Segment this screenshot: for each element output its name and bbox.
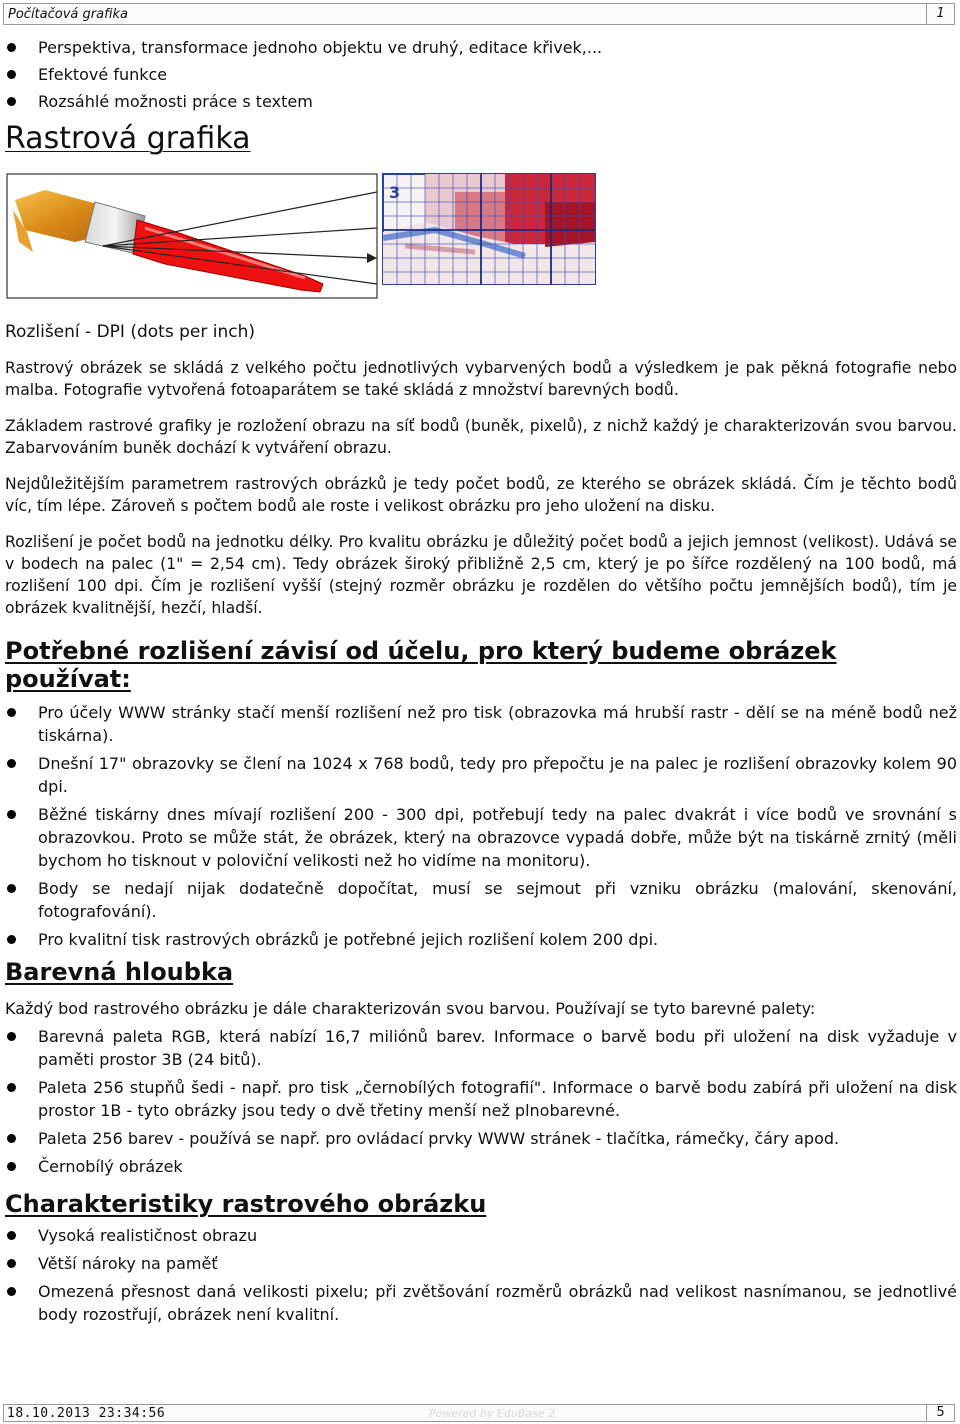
footer-page-number: 5 (926, 1404, 954, 1422)
paragraph: Každý bod rastrového obrázku je dále charakterizován svou barvou. Používají se tyto barevné palety: (5, 999, 816, 1018)
list-item: Body se nedají nijak dodatečně dopočítat, musí se sejmout při vzniku obrázku (malování, skenování, fotografování). (5, 877, 957, 923)
footer-powered-by: Powered by EduBase 2 (429, 1407, 556, 1420)
list-item: Pro účely WWW stránky stačí menší rozlišení než pro tisk (obrazovka má hrubší rastr - dělí se na méně bodů než tiskárna). (5, 701, 957, 747)
list-item: Běžné tiskárny dnes mívají rozlišení 200 - 300 dpi, potřebují tedy na palec dvakrát i více bodů ve srovnání s obrazovkou. Proto se může stát, že obrázek, který na obrazovce vypadá dobře, může být na tiskárně zrnitý (měli bychom ho tisknout v poloviční velikosti než ho vidíme na monitoru). (5, 803, 957, 872)
resolution-caption: Rozlišení - DPI (dots per inch) (5, 322, 255, 342)
page-footer (3, 1404, 955, 1422)
characteristics-list (5, 1224, 957, 1326)
paragraph: Rozlišení je počet bodů na jednotku délky. Pro kvalitu obrázku je důležitý počet bodů a jejich jemnost (velikost). Udává se v bodech na palec (1" = 2,54 cm). Tedy obrázek široký přibližně 2,5 cm, který je po šířce rozdělený na 100 bodů, má rozlišení 100 dpi. Čím je rozlišení vyšší (stejný rozměr obrázku je rozdělen do většího počtu jemnějších bodů), tím je obrázek kvalitnější, hezčí, hladší. (5, 533, 957, 617)
section-heading-charakteristiky: Charakteristiky rastrového obrázku (5, 1190, 487, 1218)
paragraph: Rastrový obrázek se skládá z velkého počtu jednotlivých vybarvených bodů a výsledkem je pak pěkná fotografie nebo malba. Fotografie vytvořená fotoaparátem se také skládá z množství barevných bodů. (5, 359, 957, 399)
list-item: Paleta 256 stupňů šedi - např. pro tisk „černobílých fotografií". Informace o barvě bodu zabírá při uložení na disk prostor 1B - tyto obrázky jsou tedy o dvě třetiny menší než plnobarevné. (5, 1076, 957, 1122)
grid-number-label: 3 (389, 183, 401, 202)
pixel-grid (383, 174, 595, 284)
list-item: Vysoká realističnost obrazu (5, 1224, 957, 1247)
header-page-number: 1 (926, 3, 954, 25)
section-heading-barevna-hloubka: Barevná hloubka (5, 958, 234, 986)
list-item: Dnešní 17" obrazovky se člení na 1024 x 768 bodů, tedy pro přepočtu je na palec je rozlišení obrazovky kolem 90 dpi. (5, 752, 957, 798)
color-palette-list (5, 1025, 957, 1178)
document-title: Počítačová grafika (8, 7, 128, 22)
section-heading-rastrova-grafika: Rastrová grafika (5, 121, 251, 156)
paintbrush-pixel-illustration (5, 172, 605, 302)
list-item: Rozsáhlé možnosti práce s textem (5, 90, 957, 113)
list-item: Barevná paleta RGB, která nabízí 16,7 miliónů barev. Informace o barvě bodu při uložení na disk vyžaduje v paměti prostor 3B (24 bitů). (5, 1025, 957, 1071)
footer-timestamp: 18.10.2013 23:34:56 (7, 1406, 166, 1421)
list-item: Paleta 256 barev - používá se např. pro ovládací prvky WWW stránek - tlačítka, rámečky, čáry apod. (5, 1127, 957, 1150)
illustration-svg (5, 172, 605, 302)
paragraph: Základem rastrové grafiky je rozložení obrazu na síť bodů (buněk, pixelů), z nichž každý je charakterizován svou barvou. Zabarvováním buněk dochází k vytváření obrazu. (5, 417, 957, 457)
document-content (5, 36, 957, 1331)
list-item: Černobílý obrázek (5, 1155, 957, 1178)
list-item: Omezená přesnost daná velikosti pixelu; při zvětšování rozměrů obrázků nad velikost nasnímanou, se jednotlivé body rozostřují, obrázek není kvalitní. (5, 1280, 957, 1326)
list-item: Větší nároky na paměť (5, 1252, 957, 1275)
page-header (3, 3, 955, 25)
paragraph: Nejdůležitějším parametrem rastrových obrázků je tedy počet bodů, ze kterého se obrázek skládá. Čím je těchto bodů víc, tím lépe. Zároveň s počtem bodů ale roste i velikost obrázku pro jeho uložení na disku. (5, 475, 957, 515)
intro-list (5, 36, 957, 113)
list-item: Pro kvalitní tisk rastrových obrázků je potřebné jejich rozlišení kolem 200 dpi. (5, 928, 957, 951)
list-item: Efektové funkce (5, 63, 957, 86)
resolution-list (5, 701, 957, 951)
list-item: Perspektiva, transformace jednoho objektu ve druhý, editace křivek,... (5, 36, 957, 59)
section-heading-rozliseni: Potřebné rozlišení závisí od účelu, pro který budeme obrázek používat: (5, 637, 837, 693)
